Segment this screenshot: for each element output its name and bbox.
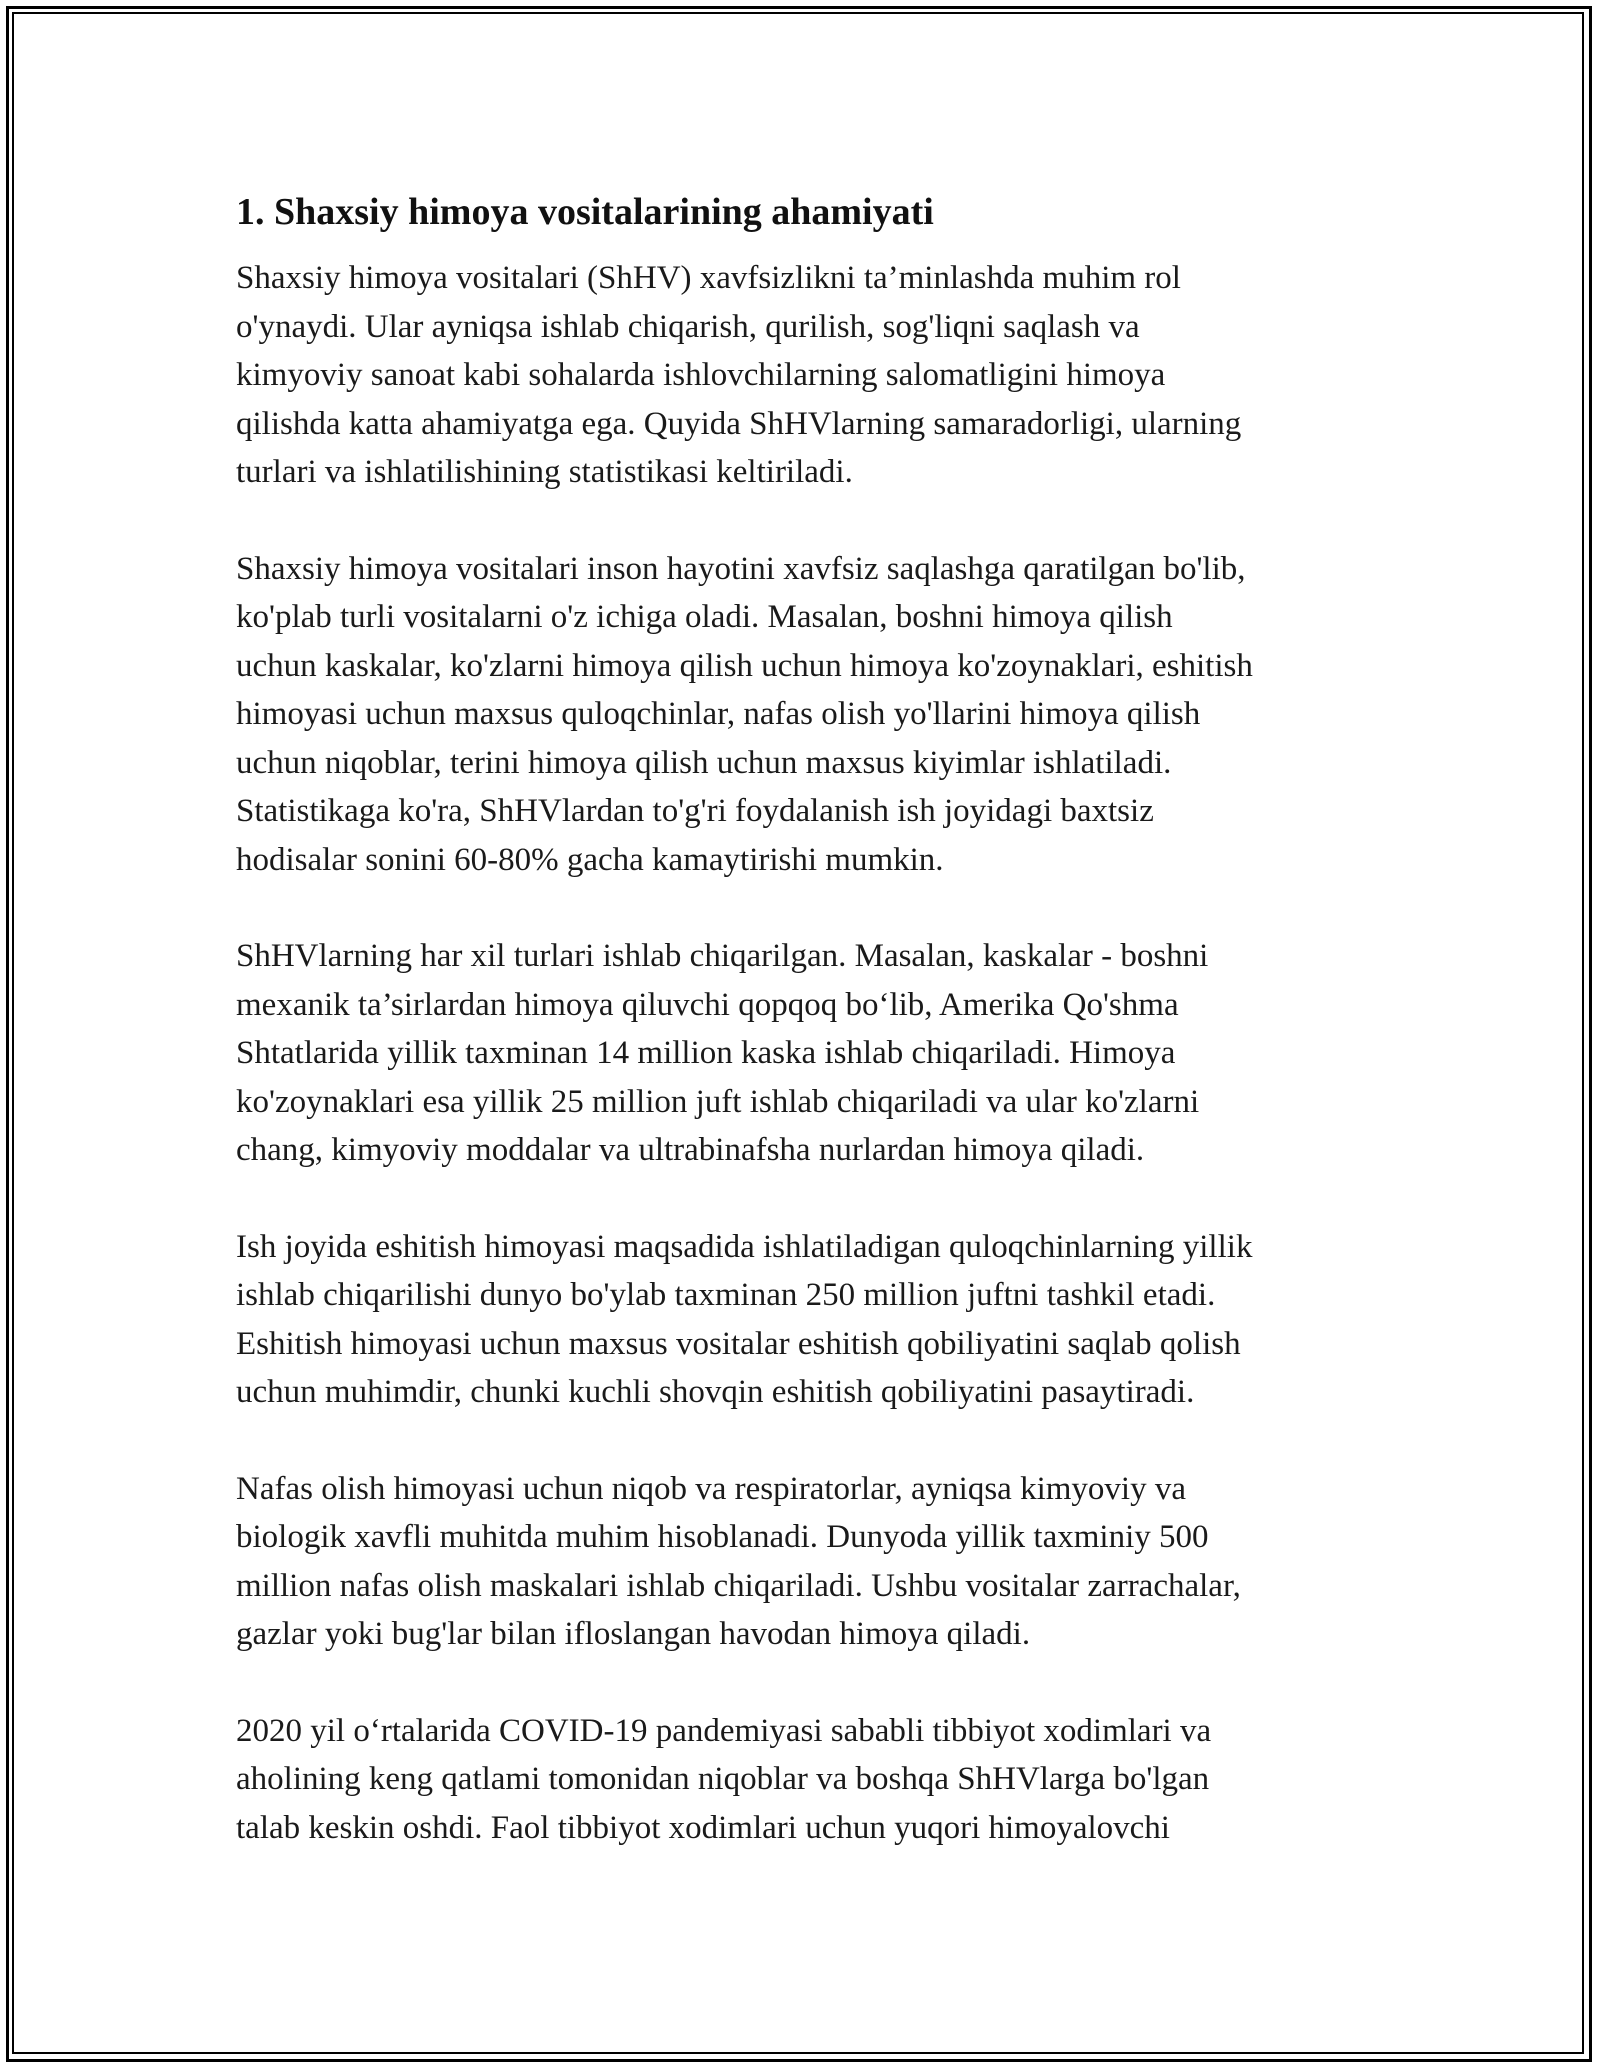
body-paragraph [236, 254, 1386, 497]
paragraph-line: ko'zoynaklari esa yillik 25 million juft ishlab chiqariladi va ular ko'zlarni [236, 1083, 1200, 1120]
paragraph-line: ShHVlarning har xil turlari ishlab chiqarilgan. Masalan, kaskalar - boshni [236, 938, 1209, 974]
paragraph-line: turlari va ishlatilishining statistikasi keltiriladi. [236, 454, 853, 490]
body-paragraph [236, 545, 1386, 885]
paragraph-line: million nafas olish maskalari ishlab chiqariladi. Ushbu vositalar zarrachalar, [236, 1567, 1241, 1604]
paragraph-line: kimyoviy sanoat kabi sohalarda ishlovchilarning salomatligini himoya [236, 357, 1166, 393]
body-paragraph [236, 1465, 1386, 1659]
paragraph-list [236, 254, 1386, 1852]
paragraph-line: ko'plab turli vositalarni o'z ichiga oladi. Masalan, boshni himoya qilish [236, 599, 1173, 635]
section-heading: 1. Shaxsiy himoya vositalarining ahamiyati [236, 191, 934, 233]
paragraph-line: uchun muhimdir, chunki kuchli shovqin eshitish qobiliyatini pasaytiradi. [236, 1374, 1195, 1410]
paragraph-line: o'ynaydi. Ular ayniqsa ishlab chiqarish, qurilish, sog'liqni saqlash va [236, 308, 1140, 345]
body-paragraph [236, 1707, 1386, 1853]
paragraph-line: Statistikaga ko'ra, ShHVlardan to'g'ri foydalanish ish joyidagi baxtsiz [236, 793, 1154, 829]
paragraph-line: Eshitish himoyasi uchun maxsus vositalar eshitish qobiliyatini saqlab qolish [236, 1325, 1241, 1362]
paragraph-line: ishlab chiqarilishi dunyo bo'ylab taxminan 250 million juftni tashkil etadi. [236, 1277, 1216, 1313]
paragraph-line: 2020 yil o‘rtalarida COVID-19 pandemiyasi sababli tibbiyot xodimlari va [236, 1712, 1212, 1749]
paragraph-line: qilishda katta ahamiyatga ega. Quyida ShHVlarning samaradorligi, ularning [236, 405, 1242, 442]
document-body [236, 186, 1386, 1900]
paragraph-line: Shaxsiy himoya vositalari (ShHV) xavfsizlikni ta’minlashda muhim rol [236, 260, 1181, 296]
paragraph-line: mexanik ta’sirlardan himoya qiluvchi qopqoq bo‘lib, Amerika Qo'shma [236, 986, 1179, 1023]
paragraph-line: biologik xavfli muhitda muhim hisoblanadi. Dunyoda yillik taxminiy 500 [236, 1519, 1209, 1555]
body-paragraph [236, 1223, 1386, 1417]
paragraph-line: Nafas olish himoyasi uchun niqob va respiratorlar, ayniqsa kimyoviy va [236, 1470, 1186, 1507]
paragraph-line: Shtatlarida yillik taxminan 14 million kaska ishlab chiqariladi. Himoya [236, 1035, 1176, 1071]
paragraph-line: talab keskin oshdi. Faol tibbiyot xodimlari uchun yuqori himoyalovchi [236, 1809, 1170, 1846]
paragraph-line: chang, kimyoviy moddalar va ultrabinafsha nurlardan himoya qiladi. [236, 1132, 1145, 1168]
paragraph-line: hodisalar sonini 60-80% gacha kamaytirishi mumkin. [236, 841, 944, 878]
paragraph-line: aholining keng qatlami tomonidan niqoblar va boshqa ShHVlarga bo'lgan [236, 1761, 1210, 1797]
body-paragraph [236, 932, 1386, 1175]
paragraph-line: uchun niqoblar, terini himoya qilish uchun maxsus kiyimlar ishlatiladi. [236, 744, 1172, 781]
paragraph-line: Ish joyida eshitish himoyasi maqsadida ishlatiladigan quloqchinlarning yillik [236, 1228, 1253, 1265]
paragraph-line: gazlar yoki bug'lar bilan ifloslangan havodan himoya qiladi. [236, 1616, 1031, 1652]
paragraph-line: Shaxsiy himoya vositalari inson hayotini xavfsiz saqlashga qaratilgan bo'lib, [236, 550, 1246, 587]
paragraph-line: uchun kaskalar, ko'zlarni himoya qilish uchun himoya ko'zoynaklari, eshitish [236, 647, 1253, 684]
paragraph-line: himoyasi uchun maxsus quloqchinlar, nafas olish yo'llarini himoya qilish [236, 696, 1201, 732]
